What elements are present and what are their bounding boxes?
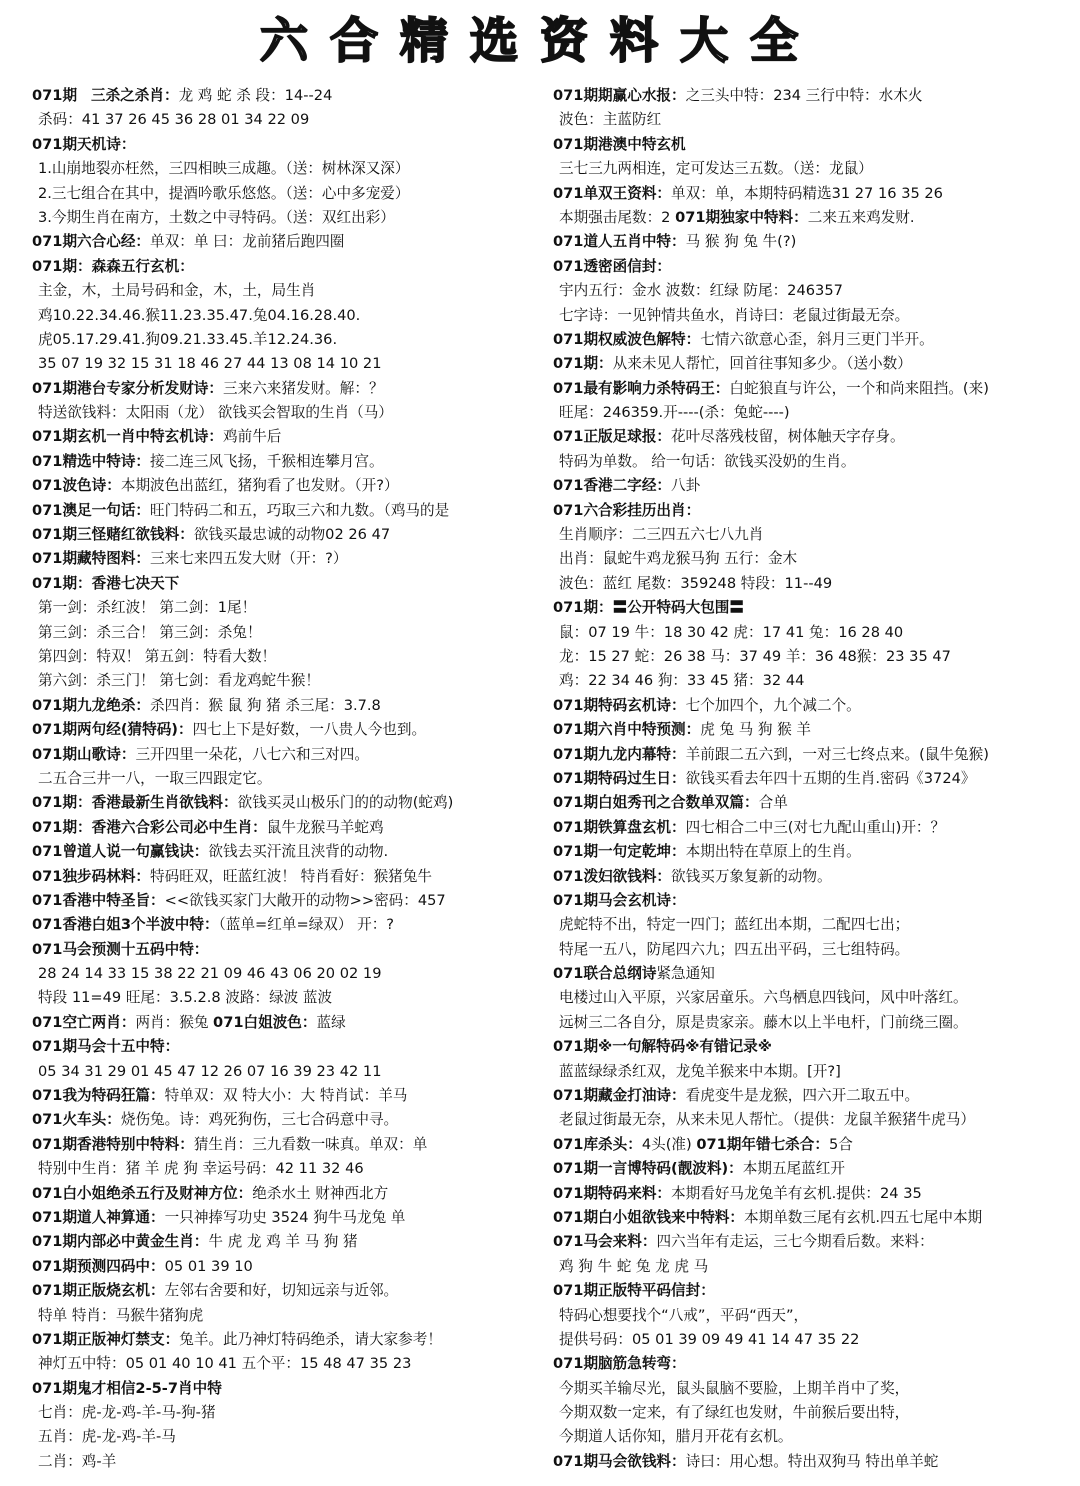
entry-title: 071单双王资料： [553,184,672,202]
detail-line [553,913,1073,937]
entry-text: 波色：蓝红 尾数：359248 特段：11--49 [559,574,833,592]
entry-text: 老鼠过街最无奈，从来未见人帮忙。（提供：龙鼠羊猴猪牛虎马） [559,1111,975,1129]
entry-text: 三开四里一朵花，八七六和三对四。 [135,745,369,763]
entry-text: 七字诗：一见钟情共鱼水，肖诗曰：老鼠过街最无奈。 [559,306,910,324]
content-columns [0,84,1080,1484]
entry-title: 071期香港特别中特料： [32,1135,194,1153]
detail-line [32,1450,547,1474]
entry-line [32,255,547,279]
entry-line [553,230,1073,254]
entry-text: 鸡 狗 牛 蛇 兔 龙 虎 马 [559,1257,709,1275]
detail-line [32,304,547,328]
entry-text: 本期看好马龙兔羊有玄机.提供：24 35 [671,1184,922,1202]
entry-text: 欲钱买看去年四十五期的生肖.密码《3724》 [685,769,976,787]
entry-text: 四六当年有走运，三七今期看后数。来料： [656,1233,934,1251]
entry-title: 071六合彩挂历出肖： [553,501,701,519]
entry-text: 2.三七组合在其中，提酒吟歌乐悠悠。（送：心中多宠爱） [38,184,410,202]
entry-title: 071独步码林料： [32,867,151,885]
entry-line [32,1279,547,1303]
detail-line [553,1328,1073,1352]
entry-text: 远树三二各自分，原是贵家亲。藤木以上半电杆，门前绕三圈。 [559,1013,968,1031]
entry-text: 本期出特在草原上的生肖。 [685,843,861,861]
spacer [77,87,91,104]
detail-line [553,206,1073,230]
detail-line [553,304,1073,328]
entry-line [32,938,547,962]
entry-line [32,1182,547,1206]
entry-line [553,352,1073,376]
entry-text: 七情六欲意心歪，斜月三更门半开。 [700,330,934,348]
entry-text: 二肖：鸡-羊 [38,1452,117,1470]
entry-line [553,767,1073,791]
entry-text: 兔羊。此乃神灯特码绝杀，请大家参考！ [179,1330,442,1348]
entry-text: 七肖：虎-龙-鸡-羊-马-狗-猪 [38,1404,216,1422]
entry-line [553,182,1073,206]
entry-line [553,425,1073,449]
entry-text: 五肖：虎-龙-鸡-羊-马 [38,1428,176,1446]
entry-line [553,1035,1073,1059]
entry-text: 本期单数三尾有玄机.四五七尾中本期 [744,1208,983,1226]
entry-line [32,1255,547,1279]
entry-line [553,84,1073,108]
entry-text: 欲钱买万象复新的动物。 [671,867,832,885]
entry-line [32,1035,547,1059]
detail-line [553,1060,1073,1084]
detail-line [553,157,1073,181]
entry-text: 特码为单数。 给一句话：欲钱买没奶的生肖。 [559,452,856,470]
detail-line [553,621,1073,645]
right-column [553,84,1073,1474]
detail-line [553,1401,1073,1425]
entry-title: 071期： [553,355,613,373]
entry-line [553,499,1073,523]
entry-text: 本期波色出蓝红，猪狗看了也发财。（开?） [120,477,399,495]
entry-line [32,718,547,742]
entry-title: 071期白姐秀刊之合数单双篇： [553,794,759,812]
entry-text: 5合 [828,1135,853,1153]
header [0,0,1080,72]
entry-line [32,743,547,767]
entry-text: 马 猴 狗 兔 牛(?) [685,233,797,251]
entry-text: 3.今期生肖在南方，土数之中寻特码。（送：双红出彩） [38,208,395,226]
entry-title: 071透密函信封： [553,257,672,275]
entry-line [32,84,547,108]
entry-line [553,255,1073,279]
entry-title: 071波色诗： [32,477,121,495]
detail-line [32,596,547,620]
entry-text: 单双：单，本期特码精选31 27 16 35 26 [671,184,943,202]
entry-title: 071期权威波色解特： [553,330,701,348]
entry-text: 本期五尾蓝红开 [742,1160,845,1178]
entry-text: 主金，木，土局号码和金，木，土，局生肖 [38,282,316,300]
entry-text: 今期道人话你知，腊月开花有玄机。 [559,1428,793,1446]
entry-title: 071澳足一句话： [32,501,151,519]
entry-line [32,523,547,547]
entry-line [553,840,1073,864]
entry-text: 二五合三井一八，一取三四跟定它。 [38,769,272,787]
entry-title: 071期港台专家分析发财诗： [32,379,223,397]
entry-line [553,377,1073,401]
entry-text: 波色：主蓝防红 [559,111,662,129]
entry-line [32,791,547,815]
detail-line [32,1352,547,1376]
entry-title: 071香港二字经： [553,477,672,495]
entry-line [32,889,547,913]
entry-title: 071马会预测十五码中特： [32,940,209,958]
entry-title: 071期道人神算通： [32,1208,165,1226]
entry-text: 鸡：22 34 46 狗：33 45 猪：32 44 [559,672,805,690]
entry-text: 欲钱去买汗流且浃背的动物. [208,843,389,861]
entry-text: 二来五来鸡发财. [807,208,915,226]
entry-text: 八卦 [671,477,701,495]
detail-line [32,206,547,230]
entry-text: 特单 特肖：马猴牛猪狗虎 [38,1306,204,1324]
entry-text: <<欲钱买家门大敞开的动物>>密码：457 [164,891,446,909]
entry-title: 071期六肖中特预测： [553,721,701,739]
detail-line [553,1108,1073,1132]
entry-title: 071期：香港七决天下 [32,574,180,592]
entry-text: 龙：15 27 蛇：26 38 马：37 49 羊：36 48猴：23 35 47 [559,647,951,665]
entry-line [553,474,1073,498]
detail-line [553,1255,1073,1279]
entry-title: 071期鬼才相信2-5-7肖中特 [32,1379,222,1397]
entry-line [553,1084,1073,1108]
issue-number: 071期 [32,87,78,104]
entry-text: 特送欲钱料：太阳雨（龙） 欲钱买会智取的生肖（马） [38,404,393,422]
entry-title: 071马会来料： [553,1233,657,1251]
entry-line [32,1011,547,1035]
entry-line [553,1230,1073,1254]
detail-line [32,108,547,132]
entry-title: 071道人五肖中特： [553,233,686,251]
entry-title: 071期特码来料： [553,1184,672,1202]
detail-line [32,401,547,425]
entry-text: 第四剑：特双！ 第五剑：特看大数！ [38,647,277,665]
entry-text: 1.山崩地裂亦枉然，三四相映三成趣。（送：树林深又深） [38,160,410,178]
entry-line [553,791,1073,815]
entry-text: 鼠牛龙猴马羊蛇鸡 [266,818,384,836]
entry-title: 071期马会欲钱料： [553,1452,686,1470]
entry-title: 071库杀头： [553,1135,642,1153]
entry-text: 花叶尽落残枝留，树体触天字存身。 [671,428,905,446]
entry-text: 特别中生肖：猪 羊 虎 狗 幸运号码：42 11 32 46 [38,1160,364,1178]
entry-text: 第一剑：杀红波！ 第二剑：1尾！ [38,599,257,617]
detail-line [32,182,547,206]
entry-text: 三来七来四五发大财（开：?） [150,550,348,568]
entry-text: 一只神捧写功史 3524 狗牛马龙兔 单 [164,1208,406,1226]
entry-line [553,889,1073,913]
entry-line [32,425,547,449]
entry-text: 第三剑：杀三合！ 第三剑：杀兔！ [38,623,262,641]
entry-title: 071期三怪赌红欲钱料： [32,526,194,544]
entry-line [32,865,547,889]
detail-line [32,157,547,181]
entry-title: 071期天机诗： [32,135,136,153]
detail-line [32,1425,547,1449]
entry-line [553,1157,1073,1181]
entry-title: 071期特码玄机诗： [553,696,686,714]
detail-line [32,279,547,303]
entry-title: 071期正版神灯禁支： [32,1330,180,1348]
entry-text: 杀四肖：猴 鼠 狗 猪 杀三尾：3.7.8 [150,696,381,714]
entry-text: 宇内五行：金水 波数：红绿 防尾：246357 [559,282,843,300]
entry-line [32,230,547,254]
entry-title: 071期玄机一肖中特玄机诗： [32,428,223,446]
detail-line [32,962,547,986]
entry-line [32,1133,547,1157]
entry-line [553,133,1073,157]
entry-text: 左邻右舍要和好，切知远亲与近邻。 [164,1282,399,1300]
entry-text: 电楼过山入平原，兴家居童乐。六鸟栖息四钱问，风中叶落红。 [559,989,968,1007]
entry-title: 071期正版烧玄机： [32,1282,165,1300]
entry-text: 牛 虎 龙 鸡 羊 马 狗 猪 [208,1233,358,1251]
detail-line [32,986,547,1010]
entry-title: 071期内部必中黄金生肖： [32,1233,209,1251]
entry-title: 071期：香港最新生肖欲钱料： [32,794,238,812]
entry-line [32,572,547,596]
entry-title: 071期正版特平码信封： [553,1282,715,1300]
entry-title: 071期马会玄机诗： [553,891,686,909]
entry-title: 071期山歌诗： [32,745,136,763]
entry-text: 三来六来猪发财。解：？ [223,379,384,397]
entry-title: 071期年错七杀合： [696,1135,829,1153]
detail-line [553,645,1073,669]
entry-line [553,1206,1073,1230]
entry-text: 羊前跟二五六到，一对三七终点来。(鼠牛兔猴) [685,745,989,763]
entry-text: 特码旺双，旺蓝红波！ 特肖看好：猴猪兔牛 [150,867,432,885]
entry-line [553,1450,1073,1474]
entry-text: 出肖：鼠蛇牛鸡龙猴马狗 五行：金木 [559,550,798,568]
entry-text: 绝杀水土 财神西北方 [252,1184,389,1202]
detail-line [32,669,547,693]
entry-text: 05 34 31 29 01 45 47 12 26 07 16 39 23 42 11 [38,1062,382,1080]
entry-text: 05 01 39 10 [164,1257,253,1275]
entry-text: 欲钱买最忠诚的动物02 26 47 [193,526,391,544]
entry-title: 三杀之杀肖： [90,87,179,104]
entry-line [553,1352,1073,1376]
entry-text: 虎 兔 马 狗 猴 羊 [700,721,811,739]
entry-title: 071香港中特圣旨： [32,891,165,909]
entry-line [553,816,1073,840]
entry-text: 4头(准) [641,1135,697,1153]
entry-title: 071期铁算盘玄机： [553,818,686,836]
entry-title: 071期藏金打油诗： [553,1087,686,1105]
entry-text: 三七三九两相连，定可发达三五数。（送：龙鼠） [559,160,873,178]
entry-title: 071期脑筋急转弯： [553,1355,686,1373]
entry-text: 蓝蓝绿绿杀红双，龙兔羊猴来中本期。[开?] [559,1062,841,1080]
left-column [32,84,547,1474]
entry-title: 071期独家中特料： [675,208,808,226]
entry-line [32,474,547,498]
entry-title: 071期九龙内幕特： [553,745,686,763]
entry-title: 071泼妇欲钱料： [553,867,672,885]
detail-line [553,401,1073,425]
entry-title: 071期期赢心水报： [553,87,686,104]
entry-line [32,913,547,937]
entry-title: 071期：香港六合彩公司必中生肖： [32,818,267,836]
detail-line [553,986,1073,1010]
detail-line [32,328,547,352]
entry-line [553,718,1073,742]
detail-line [32,621,547,645]
entry-line [32,133,547,157]
entry-text: 虎蛇特不出，特定一四门；蓝红出本期，二配四七出； [559,916,910,934]
entry-text: 35 07 19 32 15 31 18 46 27 44 13 08 14 10 21 [38,355,382,373]
entry-text: 接二连三风飞扬，千猴相连攀月宫。 [150,452,384,470]
entry-title: 071白姐波色： [213,1013,317,1031]
detail-line [553,1304,1073,1328]
entry-line [32,1084,547,1108]
entry-text: 单双：单 曰：龙前猪后跑四圈 [150,233,345,251]
entry-text: 诗曰：用心想。特出双狗马 特出单羊蛇 [685,1452,939,1470]
entry-text: 本期强击尾数：2 [559,208,676,226]
entry-title: 071火车头： [32,1111,121,1129]
entry-title: 071白小姐绝杀五行及财神方位： [32,1184,253,1202]
entry-title: 071期：森森五行玄机： [32,257,194,275]
entry-text: 两肖：猴兔 [135,1013,214,1031]
entry-title: 071曾道人说一句赢钱诀： [32,843,209,861]
entry-text: 鼠：07 19 牛：18 30 42 虎：17 41 兔：16 28 40 [559,623,904,641]
entry-text: 特单双：双 特大小：大 特肖试：羊马 [164,1087,408,1105]
entry-title: 071我为特码狂篇： [32,1087,165,1105]
entry-line [32,840,547,864]
entry-title: 071期马会十五中特： [32,1038,180,1056]
entry-text: 七个加四个，九个减二个。 [685,696,861,714]
entry-text: 四七上下是好数，一八贵人今也到。 [192,721,427,739]
entry-text: 今期买羊输尽光，鼠头鼠脑不要脸，上期羊肖中了奖， [559,1379,910,1397]
entry-title: 071空亡两肖： [32,1013,136,1031]
entry-text: 特尾一五八，防尾四六九；四五出平码，三七组特码。 [559,940,910,958]
entry-text: 龙 鸡 蛇 杀 段：14--24 [178,87,333,104]
entry-line [553,1133,1073,1157]
entry-line [553,962,1073,986]
entry-text: 特码心想要找个“八戒”，平码“西天”， [559,1306,809,1324]
entry-line [32,1230,547,1254]
entry-text: 鸡前牛后 [223,428,282,446]
entry-line [32,816,547,840]
entry-title: 071期港澳中特玄机 [553,135,686,153]
entry-text: 从来未见人帮忙，回首往事知多少。（送小数） [612,355,912,373]
entry-title: 071期预测四码中： [32,1257,165,1275]
entry-line [553,865,1073,889]
entry-text: （蓝单=红单=绿双） 开：? [218,916,395,934]
entry-text: 旺门特码二和五，巧取三六和九数。（鸡马的是 [150,501,450,519]
entry-line [553,328,1073,352]
entry-title: 071正版足球报： [553,428,672,446]
entry-title: 071期藏特图料： [32,550,151,568]
detail-line [32,1401,547,1425]
entry-line [32,1328,547,1352]
entry-line [32,1206,547,1230]
entry-text: 合单 [758,794,788,812]
detail-line [553,523,1073,547]
entry-text: 鸡10.22.34.46.猴11.23.35.47.兔04.16.28.40. [38,306,361,324]
entry-title: 071期：〓公开特码大包围〓 [553,599,744,617]
entry-title: 071香港白姐3个半波中特： [32,916,219,934]
detail-line [553,450,1073,474]
entry-text: 第六剑：杀三门！ 第七剑：看龙鸡蛇牛猴！ [38,672,320,690]
entry-text: 28 24 14 33 15 38 22 21 09 46 43 06 20 02 19 [38,965,382,983]
entry-text: 紧急通知 [656,965,715,983]
entry-text: 白蛇狼直与许公，一个和尚来阻挡。(来) [729,379,989,397]
entry-title: 071联合总纲诗 [553,965,657,983]
detail-line [32,645,547,669]
entry-line [553,1279,1073,1303]
detail-line [553,572,1073,596]
entry-text: 虎05.17.29.41.狗09.21.33.45.羊12.24.36. [38,330,338,348]
entry-text: 欲钱买灵山极乐门的的动物(蛇鸡) [237,794,454,812]
entry-title: 071期两句经(猜特码)： [32,721,193,739]
entry-line [553,694,1073,718]
entry-line [553,596,1073,620]
detail-line [553,1011,1073,1035]
entry-text: 杀码：41 37 26 45 36 28 01 34 22 09 [38,111,310,129]
entry-title: 071期一言博特码(靓波料)： [553,1160,743,1178]
detail-line [32,352,547,376]
page-title: 六合精选资料大全 [259,12,820,69]
detail-line [553,669,1073,693]
entry-text: 烧伤兔。诗：鸡死狗伤，三七合码意中寻。 [120,1111,399,1129]
entry-title: 071期特码过生日： [553,769,686,787]
entry-title: 071期白小姐欲钱来中特料： [553,1208,744,1226]
detail-line [553,279,1073,303]
entry-text: 神灯五中特：05 01 40 10 41 五个平：15 48 47 35 23 [38,1355,412,1373]
entry-line [32,1108,547,1132]
entry-line [553,1182,1073,1206]
entry-title: 071期九龙绝杀： [32,696,151,714]
entry-title: 071期六合心经： [32,233,151,251]
entry-line [32,694,547,718]
entry-text: 生肖顺序：二三四五六七八九肖 [559,526,764,544]
entry-text: 今期双数一定来，有了绿红也发财，牛前猴后要出特， [559,1404,910,1422]
detail-line [32,1060,547,1084]
entry-text: 猜生肖：三九看数一味真。单双：单 [193,1135,428,1153]
detail-line [553,1377,1073,1401]
entry-title: 071最有影响力杀特码王： [553,379,730,397]
entry-line [32,1377,547,1401]
entry-line [553,743,1073,767]
entry-line [32,377,547,401]
entry-text: 之三头中特：234 三行中特：水木火 [685,87,923,104]
entry-title: 071期※一句解特码※有错记录※ [553,1038,772,1056]
detail-line [553,1425,1073,1449]
detail-line [32,1157,547,1181]
entry-text: 蓝绿 [316,1013,346,1031]
entry-text: 提供号码：05 01 39 09 49 41 14 47 35 22 [559,1330,860,1348]
detail-line [553,938,1073,962]
entry-text: 看虎变牛是龙猴，四六开二取五中。 [685,1087,920,1105]
detail-line [553,547,1073,571]
entry-text: 特段 11=49 旺尾：3.5.2.8 波路：绿波 蓝波 [38,989,333,1007]
detail-line [32,767,547,791]
entry-text: 旺尾：246359.开----(杀：兔蛇----) [559,404,790,422]
detail-line [553,108,1073,132]
entry-line [32,547,547,571]
entry-line [32,499,547,523]
entry-text: 四七相合二中三(对七九配山重山)开：？ [685,818,946,836]
entry-title: 071精选中特诗： [32,452,151,470]
entry-title: 071期一句定乾坤： [553,843,686,861]
entry-line [32,450,547,474]
detail-line [32,1304,547,1328]
